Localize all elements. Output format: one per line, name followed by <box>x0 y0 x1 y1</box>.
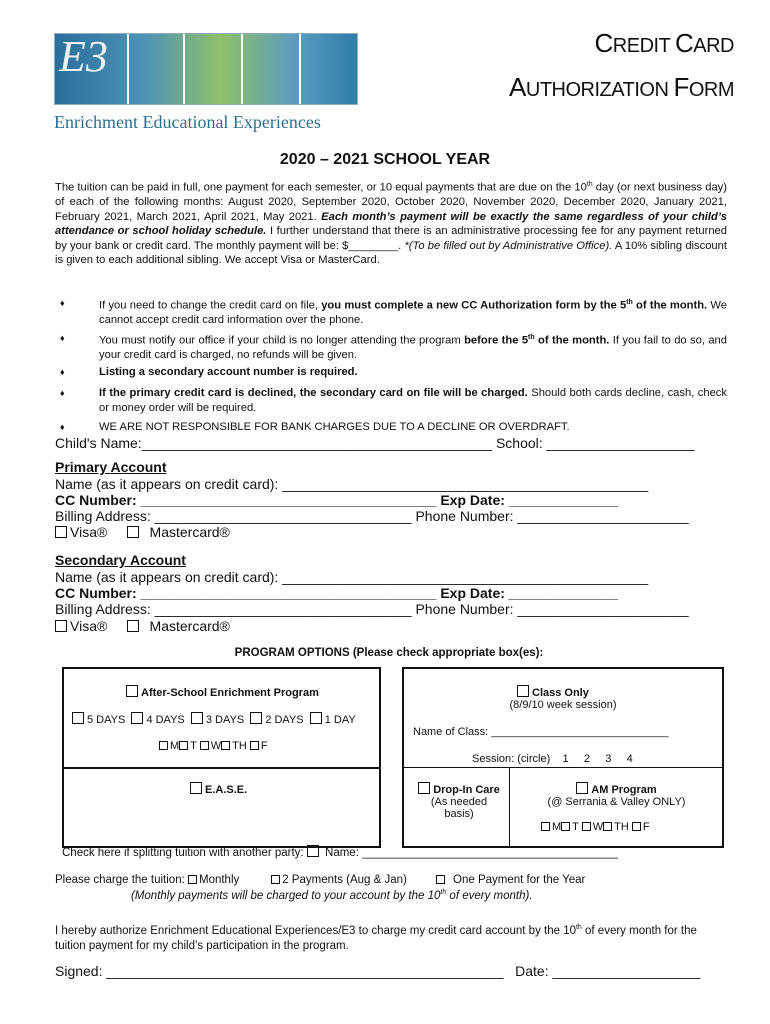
days-options: 5 DAYS 4 DAYS 3 DAYS 2 DAYS 1 DAY <box>72 712 356 726</box>
mastercard-checkbox[interactable] <box>127 620 139 632</box>
primary-billing-row[interactable]: Billing Address: _________________________________ Phone Number: ______________________ <box>55 508 689 524</box>
ease-option[interactable]: E.A.S.E. <box>190 782 247 796</box>
session-options[interactable]: Session: (circle) 1 2 3 4 <box>472 753 633 765</box>
secondary-name-field[interactable]: Name (as it appears on credit card): _______________________________________________ <box>55 569 649 585</box>
primary-heading: Primary Account <box>55 459 167 475</box>
signature-row[interactable]: Signed: ___________________________________________________ Date: ___________________ <box>55 963 701 979</box>
child-name-row[interactable]: Child's Name:_____________________________________________ School: ___________________ <box>55 435 695 451</box>
visa-checkbox[interactable] <box>55 526 67 538</box>
split-checkbox[interactable] <box>307 845 319 857</box>
primary-card-type: Visa® Mastercard® <box>55 524 230 540</box>
class-session-note: (8/9/10 week session) <box>509 699 617 711</box>
days-checkbox[interactable] <box>72 712 84 724</box>
days-checkbox[interactable] <box>131 712 143 724</box>
authorization-text: I hereby authorize Enrichment Educational Experiences/E3 to charge my credit card account by the 10th of every month for the tuition payment for my child’s participation in the program. <box>55 924 697 952</box>
charge-options: Please charge the tuition: Monthly 2 Payments (Aug & Jan) One Payment for the Year <box>55 874 586 886</box>
logo-text: E3 <box>59 33 108 81</box>
days-checkbox[interactable] <box>250 712 262 724</box>
primary-cc-row[interactable]: CC Number: ______________________________________ Exp Date: ______________ <box>55 492 618 508</box>
am-program-option[interactable]: AM Program (@ Serrania & Valley ONLY) <box>547 784 686 808</box>
bullet-4: ♦ If the primary credit card is declined, the secondary card on file will be charged. Should both cards decline, cash, check or money order will be required. <box>60 387 727 414</box>
after-school-box <box>62 667 381 848</box>
bullet-2: ♦ You must notify our office if your child is no longer attending the program before the 5th of the month. If you fail to do so, and your credit card is charged, no refunds will be given. <box>60 333 727 362</box>
org-name: Enrichment Educational Experiences <box>54 112 321 132</box>
after-school-option[interactable]: After-School Enrichment Program <box>126 685 319 699</box>
visa-checkbox[interactable] <box>55 620 67 632</box>
secondary-heading: Secondary Account <box>55 552 186 568</box>
bullet-5: ♦ WE ARE NOT RESPONSIBLE FOR BANK CHARGES DUE TO A DECLINE OR OVERDRAFT. <box>60 421 570 433</box>
class-only-option[interactable]: Class Only <box>517 685 589 699</box>
days-checkbox[interactable] <box>310 712 322 724</box>
am-weekday-options: M T W TH F <box>541 821 650 833</box>
secondary-card-type: Visa® Mastercard® <box>55 618 230 634</box>
program-heading: PROGRAM OPTIONS (Please check appropriate box(es): <box>234 647 544 659</box>
split-tuition-row: Check here if splitting tuition with another party: Name: ________________________________________ <box>62 847 618 859</box>
charge-note: (Monthly payments will be charged to your account by the 10th of every month). <box>131 889 533 902</box>
split-name-field[interactable]: Name: ________________________________________ <box>321 847 618 859</box>
class-name-field[interactable]: Name of Class: _____________________________ <box>413 726 669 738</box>
title-line2: AUTHORIZATION FORM <box>509 72 734 102</box>
secondary-billing-row[interactable]: Billing Address: _________________________________ Phone Number: ______________________ <box>55 601 689 617</box>
secondary-cc-row[interactable]: CC Number: ______________________________________ Exp Date: ______________ <box>55 585 618 601</box>
dropin-option[interactable]: Drop-In Care (As needed basis) <box>414 782 504 820</box>
primary-name-field[interactable]: Name (as it appears on credit card): _______________________________________________ <box>55 476 649 492</box>
bullet-3: ♦ Listing a secondary account number is required. <box>60 366 358 378</box>
title-line1: CREDIT CARD <box>594 28 734 58</box>
intro-paragraph: The tuition can be paid in full, one payment for each semester, or 10 equal payments that are due on the 10th day (or next business day) of each of the following months: August 2020, September 2020, October 2020, November 2020, December 2020, January 2021, February 2021, March 2021, April 2021, May 2021. Each month’s payment will be exactly the same regardless of your child’s attendance or school holiday schedule. I further understand that there is an administrative processing fee for any payment returned by your bank or credit card. The monthly payment will be: $________. *(To be filled out by Administrative Office). A 10% sibling discount is given to each additional sibling. We accept Visa or MasterCard. <box>55 181 727 267</box>
days-checkbox[interactable] <box>191 712 203 724</box>
school-year: 2020 – 2021 SCHOOL YEAR <box>279 151 491 168</box>
logo-image <box>54 33 358 105</box>
weekday-options: M T W TH F <box>159 740 268 752</box>
bullet-1: ♦ If you need to change the credit card on file, you must complete a new CC Authorization form by the 5th of the month. We cannot accept credit card information over the phone. <box>60 298 727 327</box>
class-options-box <box>402 667 724 848</box>
mastercard-checkbox[interactable] <box>127 526 139 538</box>
